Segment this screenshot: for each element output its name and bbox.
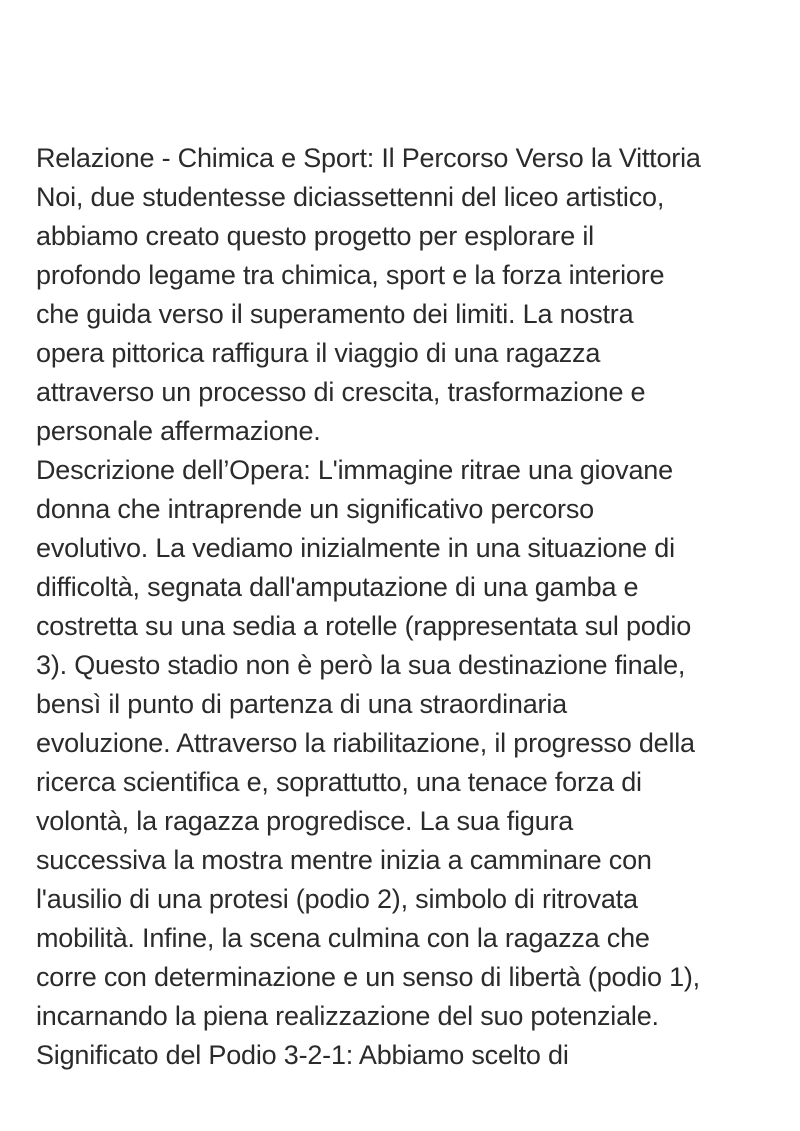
text-line: mobilità. Infine, la scena culmina con la ragazza che <box>36 923 650 953</box>
text-line: personale affermazione. <box>36 416 321 446</box>
section-heading-line: Significato del Podio 3-2-1: Abbiamo scelto di <box>36 1040 569 1070</box>
text-line: profondo legame tra chimica, sport e la forza interiore <box>36 260 665 290</box>
text-line: incarnando la piena realizzazione del suo potenziale. <box>36 1001 659 1031</box>
section-heading-line: Descrizione dell’Opera: L'immagine ritrae una giovane <box>36 455 673 485</box>
text-line: l'ausilio di una protesi (podio 2), simbolo di ritrovata <box>36 884 638 914</box>
document-title-line: Relazione - Chimica e Sport: Il Percorso Verso la Vittoria <box>36 143 701 173</box>
text-line: Noi, due studentesse diciassettenni del liceo artistico, <box>36 182 665 212</box>
text-line: ricerca scientifica e, soprattutto, una tenace forza di <box>36 767 642 797</box>
document-body <box>36 139 776 1075</box>
text-line: bensì il punto di partenza di una straordinaria <box>36 689 567 719</box>
text-line: donna che intraprende un significativo percorso <box>36 494 594 524</box>
text-line: evoluzione. Attraverso la riabilitazione, il progresso della <box>36 728 695 758</box>
text-line: costretta su una sedia a rotelle (rappresentata sul podio <box>36 611 692 641</box>
text-line: successiva la mostra mentre inizia a camminare con <box>36 845 652 875</box>
text-line: che guida verso il superamento dei limiti. La nostra <box>36 299 634 329</box>
text-line: evolutivo. La vediamo inizialmente in una situazione di <box>36 533 675 563</box>
text-line: 3). Questo stadio non è però la sua destinazione finale, <box>36 650 686 680</box>
text-line: opera pittorica raffigura il viaggio di una ragazza <box>36 338 601 368</box>
text-line: attraverso un processo di crescita, trasformazione e <box>36 377 646 407</box>
text-line: corre con determinazione e un senso di libertà (podio 1), <box>36 962 700 992</box>
text-line: volontà, la ragazza progredisce. La sua figura <box>36 806 574 836</box>
text-line: abbiamo creato questo progetto per esplorare il <box>36 221 594 251</box>
text-line: difficoltà, segnata dall'amputazione di una gamba e <box>36 572 639 602</box>
